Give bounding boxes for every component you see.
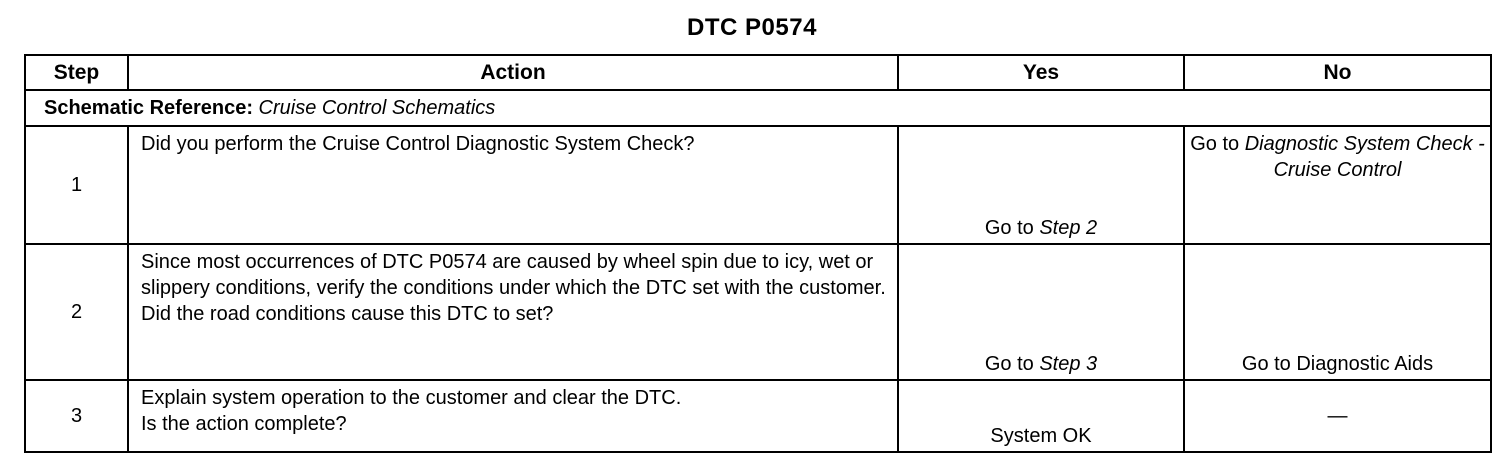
- table-row: [25, 380, 1491, 452]
- yes-step-link[interactable]: Step 2: [1039, 217, 1098, 239]
- no-cell: [1184, 244, 1491, 380]
- header-no: No: [1184, 55, 1491, 90]
- no-diagnostic-link[interactable]: Diagnostic System Check - Cruise Control: [1244, 133, 1485, 181]
- schematic-label: Schematic Reference:: [44, 96, 253, 119]
- no-diagnostic-aids-link[interactable]: Go to Diagnostic Aids: [1241, 353, 1434, 375]
- step-number: 1: [25, 126, 128, 244]
- no-result-dash: —: [1327, 405, 1348, 427]
- yes-step-link[interactable]: Step 3: [1039, 353, 1098, 375]
- step-number: 2: [25, 244, 128, 380]
- action-cell: [128, 126, 898, 244]
- yes-cell: [898, 126, 1184, 244]
- action-question: Is the action complete?: [141, 413, 347, 435]
- no-cell: [1184, 126, 1491, 244]
- no-cell: [1184, 380, 1491, 452]
- header-action: Action: [128, 55, 898, 90]
- action-cell: [128, 244, 898, 380]
- page-title: DTC P0574: [687, 14, 817, 41]
- schematic-reference-row: [25, 90, 1491, 126]
- yes-cell: [898, 244, 1184, 380]
- table-row: [25, 126, 1491, 244]
- yes-prefix: Go to: [984, 217, 1034, 239]
- table-header-row: [25, 55, 1491, 90]
- header-yes: Yes: [898, 55, 1184, 90]
- yes-result: System OK: [990, 425, 1092, 447]
- action-text: Did you perform the Cruise Control Diagnostic System Check?: [141, 133, 695, 155]
- diagnostic-table: [24, 54, 1492, 453]
- schematic-link[interactable]: Cruise Control Schematics: [258, 96, 496, 119]
- no-prefix: Go to: [1190, 133, 1240, 155]
- action-cell: [128, 380, 898, 452]
- action-question: Did the road conditions cause this DTC to set?: [141, 303, 554, 325]
- table-row: [25, 244, 1491, 380]
- yes-cell: [898, 380, 1184, 452]
- header-step: Step: [25, 55, 128, 90]
- action-text: Since most occurrences of DTC P0574 are caused by wheel spin due to icy, wet or slippery conditions, verify the conditions under which the DTC set with the customer.: [141, 251, 886, 299]
- step-number: 3: [25, 380, 128, 452]
- yes-prefix: Go to: [984, 353, 1034, 375]
- schematic-reference: [25, 90, 1491, 126]
- action-text: Explain system operation to the customer and clear the DTC.: [141, 387, 682, 409]
